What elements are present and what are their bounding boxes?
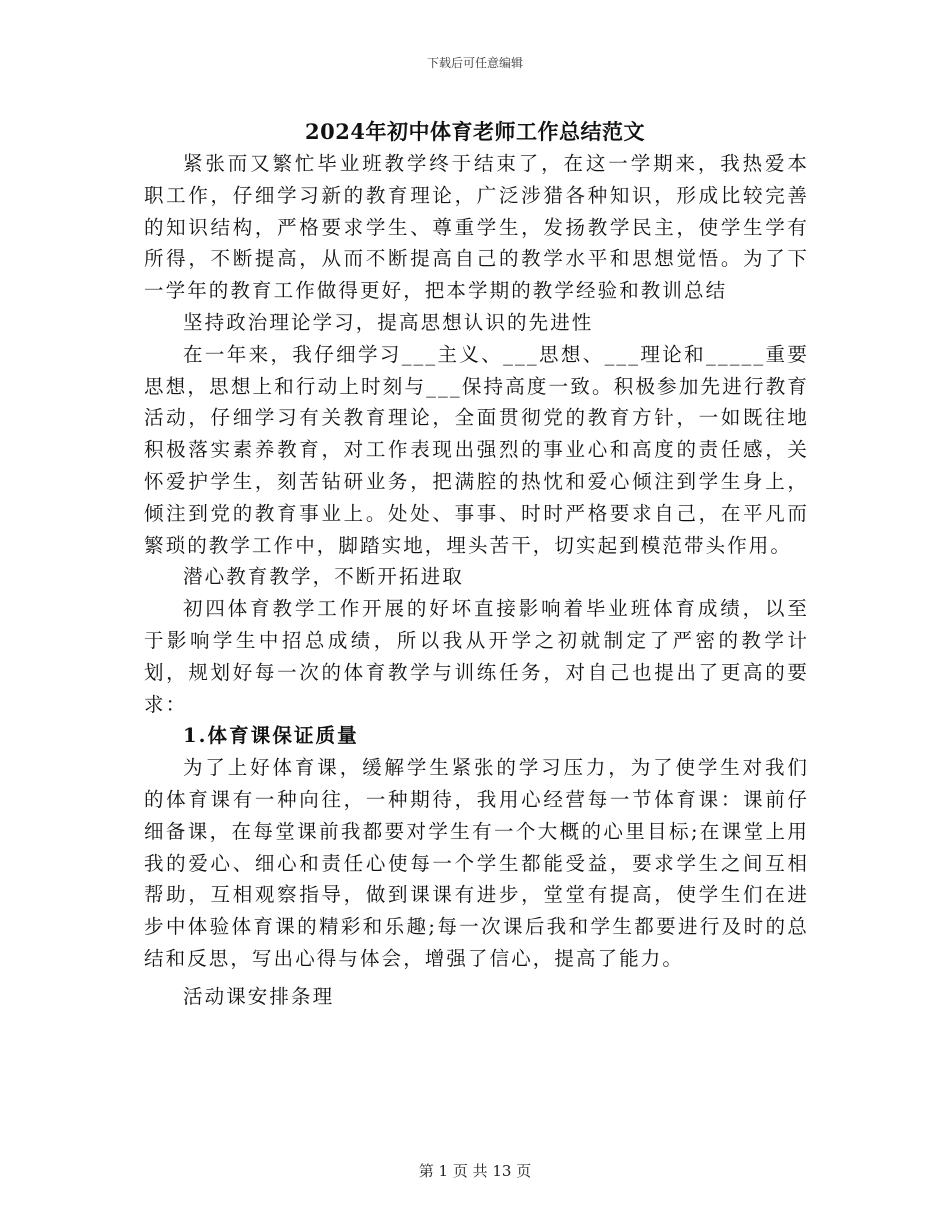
document-body (144, 148, 809, 1013)
section-heading-politics: 坚持政治理论学习，提高思想认识的先进性 (183, 310, 594, 334)
subheading-pe-class: 1.体育课保证质量 (183, 724, 359, 748)
paragraph-politics: 在一年来，我仔细学习___主义、___思想、___理论和_____重要思想，思想上和行动上时刻与___保持高度一致。积极参加先进行教育活动，仔细学习有关教育理论，全面贯彻党的教育方针，一如既往地积极落实素养教育，对工作表现出强烈的事业心和高度的责任感，关怀爱护学生，刻苦钻研业务，把满腔的热忱和爱心倾注到学生身上，倾注到党的教育事业上。处处、事事、时时严格要求自己，在平凡而繁琐的教学工作中，脚踏实地，埋头苦干，切实起到模范带头作用。 (144, 342, 809, 557)
header-note: 下载后可任意编辑 (426, 56, 523, 70)
section-heading-teaching: 潜心教育教学，不断开拓进取 (183, 565, 464, 589)
page-number: 第 1 页 共 13 页 (418, 1162, 532, 1180)
paragraph-teaching: 初四体育教学工作开展的好坏直接影响着毕业班体育成绩，以至于影响学生中招总成绩，所以我从开学之初就制定了严密的教学计划，规划好每一次的体育教学与训练任务，对自己也提出了更高的要求： (144, 597, 809, 716)
paragraph-pe-class: 为了上好体育课，缓解学生紧张的学习压力，为了使学生对我们的体育课有一种向往，一种期待，我用心经营每一节体育课：课前仔细备课，在每堂课前我都要对学生有一个大概的心里目标;在课堂上用我的爱心、细心和责任心使每一个学生都能受益，要求学生之间互相帮助，互相观察指导，做到课课有进步，堂堂有提高，使学生们在进步中体验体育课的精彩和乐趣;每一次课后我和学生都要进行及时的总结和反思，写出心得与体会，增强了信心，提高了能力。 (144, 756, 809, 970)
paragraph-intro: 紧张而又繁忙毕业班教学终于结束了，在这一学期来，我热爱本职工作，仔细学习新的教育理论，广泛涉猎各种知识，形成比较完善的知识结构，严格要求学生、尊重学生，发扬教学民主，使学生学有所得，不断提高，从而不断提高自己的教学水平和思想觉悟。为了下一学年的教育工作做得更好，把本学期的教学经验和教训总结 (144, 152, 809, 303)
subheading-activity-class: 活动课安排条理 (183, 984, 335, 1008)
document-title: 2024年初中体育老师工作总结范文 (305, 119, 645, 144)
